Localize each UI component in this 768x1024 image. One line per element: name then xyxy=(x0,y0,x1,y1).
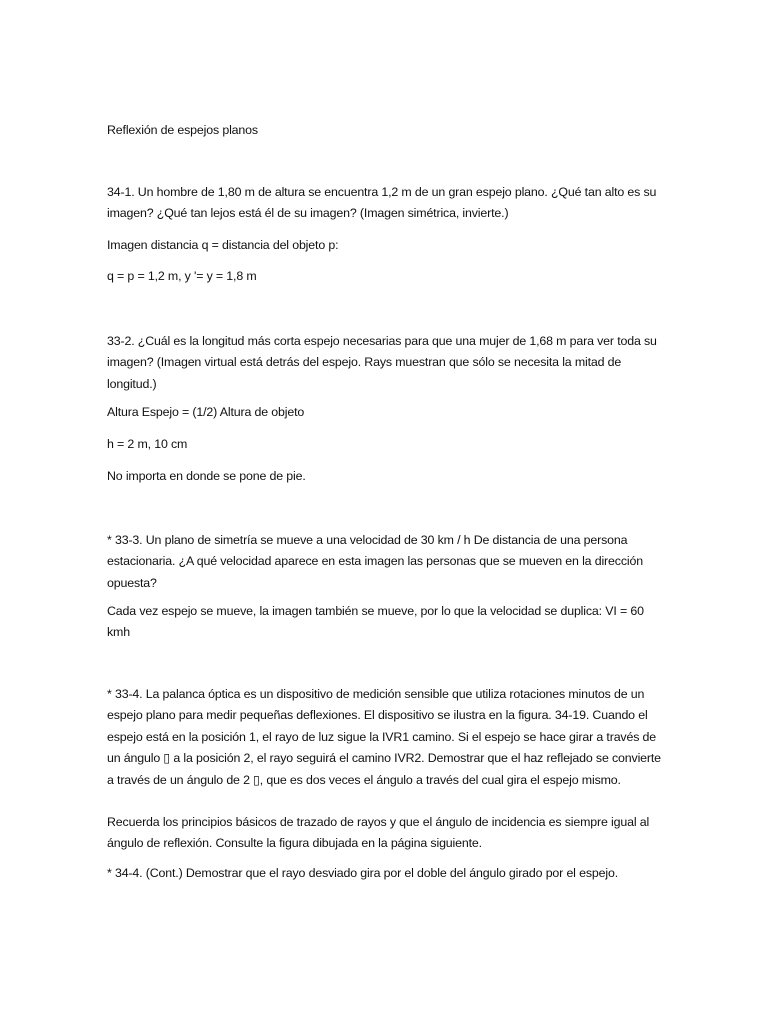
problem-34-4-continuation: * 34-4. (Cont.) Demostrar que el rayo desviado gira por el doble del ángulo girado por el espejo. xyxy=(107,866,618,880)
problem-33-2-answer-line: Altura Espejo = (1/2) Altura de objeto xyxy=(107,405,305,419)
problem-34-1-statement: 34-1. Un hombre de 1,80 m de altura se encuentra 1,2 m de un gran espejo plano. ¿Qué tan alto es su imagen? ¿Qué tan lejos está él de su imagen? (Imagen simétrica, invierte.) xyxy=(107,185,657,221)
problem-33-3-answer-line: Cada vez espejo se mueve, la imagen también se mueve, por lo que la velocidad se duplica: VI = 60 kmh xyxy=(107,604,644,640)
document-title: Reflexión de espejos planos xyxy=(107,123,258,137)
problem-33-4-answer-line: Recuerda los principios básicos de trazado de rayos y que el ángulo de incidencia es siempre igual al ángulo de reflexión. Consulte la figura dibujada en la página siguiente. xyxy=(107,815,650,851)
problem-33-2-answer-line: h = 2 m, 10 cm xyxy=(107,437,188,451)
problem-33-2-statement: 33-2. ¿Cuál es la longitud más corta espejo necesarias para que una mujer de 1,68 m para ver toda su imagen? (Imagen virtual está detrás del espejo. Rays muestran que sólo se necesita la mitad de longitud.) xyxy=(107,334,657,391)
problem-33-2-answer-line: No importa en donde se pone de pie. xyxy=(107,469,306,483)
problem-33-4-statement: * 33-4. La palanca óptica es un dispositivo de medición sensible que utiliza rotaciones minutos de un espejo plano para medir pequeñas deflexiones. El dispositivo se ilustra en la figura. 34-19. Cuando el espejo está en la posición 1, el rayo de luz sigue la IVR1 camino. Si el espejo se hace girar a través de un ángulo ▯ a la posición 2, el rayo seguirá el camino IVR2. Demostrar que el haz reflejado se convierte a través de un ángulo de 2 ▯, que es dos veces el ángulo a través del cual gira el espejo mismo. xyxy=(107,687,661,787)
problem-33-3-statement: * 33-3. Un plano de simetría se mueve a una velocidad de 30 km / h De distancia de una persona estacionaria. ¿A qué velocidad aparece en esta imagen las personas que se mueven en la dirección opuesta? xyxy=(107,533,643,590)
problem-34-1-answer-line: Imagen distancia q = distancia del objeto p: xyxy=(107,238,339,252)
problem-34-1-answer-line: q = p = 1,2 m, y '= y = 1,8 m xyxy=(107,269,257,283)
